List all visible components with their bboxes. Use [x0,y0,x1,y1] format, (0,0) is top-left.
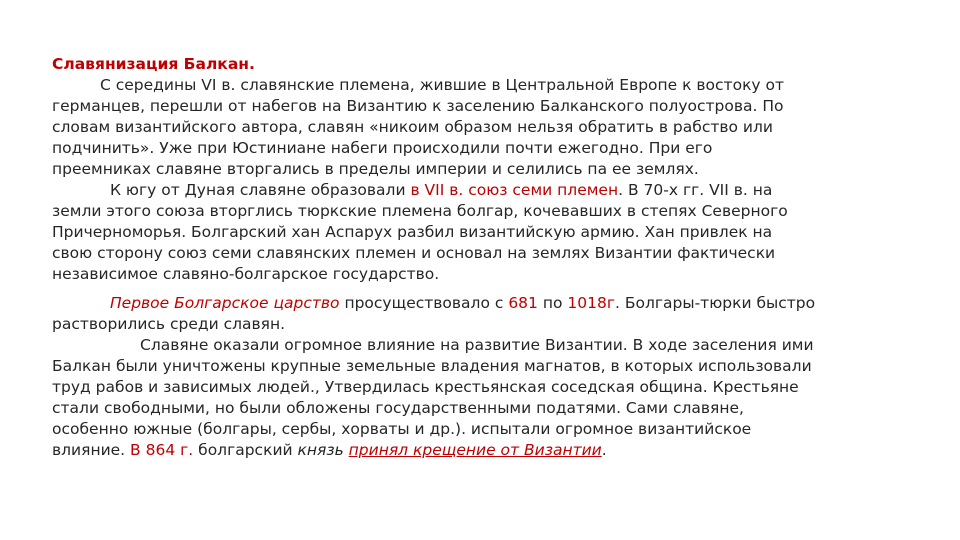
highlight-year-864: В 864 г. [130,441,194,459]
text-block [52,54,922,461]
paragraph-3 [52,293,922,335]
text-line: С середины VI в. славянские племена, жившие в Центральной Европе к востоку от [100,76,785,94]
text-line: особенно южные (болгары, сербы, хорваты и др.). испытали огромное византийское [52,420,752,438]
highlight-year-from: 681 [508,294,538,312]
text-line: стали свободными, но были обложены государственными податями. Сами славяне, [52,399,744,417]
paragraph-1 [52,75,922,180]
text-line: свою сторону союз семи славянских племен и основал на землях Византии фактически [52,244,776,262]
text-line: Балкан были уничтожены крупные земельные владения магнатов, в которых использовали [52,357,812,375]
text-line: преемниках славяне вторгались в пределы империи и селились па ее землях. [52,160,699,178]
paragraph-4 [52,335,922,461]
text-span: просуществовало с [339,294,509,312]
text-line: словам византийского автора, славян «никоим образом нельзя обратить в рабство или [52,118,773,136]
highlight-baptism: принял крещение от Византии [348,441,602,459]
text-line: труд рабов и зависимых людей., Утвердилась крестьянская соседская община. Крестьяне [52,378,799,396]
text-line: подчинить». Уже при Юстиниане набеги происходили почти ежегодно. При его [52,139,713,157]
text-span: . [601,441,607,459]
text-span: влияние. [52,441,131,459]
text-span: . Болгары-тюрки быстро [614,294,816,312]
text-line [52,293,922,314]
text-span: болгарский [193,441,298,459]
text-line: Славяне оказали огромное влияние на развитие Византии. В ходе заселения ими [140,336,814,354]
text-span: К югу от Дуная славяне образовали [110,181,411,199]
highlight-year-to: 1018г [567,294,615,312]
italic-prince: князь [297,441,344,459]
heading: Славянизация Балкан. [52,55,255,73]
text-line: Причерноморья. Болгарский хан Аспарух разбил византийскую армию. Хан привлек на [52,223,773,241]
text-line: земли этого союза вторглись тюркские племена болгар, кочевавших в степях Северного [52,202,788,220]
highlight-first-bulgarian-kingdom: Первое Болгарское царство [110,294,340,312]
text-span: по [537,294,568,312]
paragraph-gap [52,285,922,293]
text-line: германцев, перешли от набегов на Византию к заселению Балканского полуострова. По [52,97,784,115]
highlight-union-of-seven-tribes: в VII в. союз семи племен [410,181,619,199]
paragraph-2 [52,180,922,285]
text-line [52,180,922,201]
text-line [52,440,922,461]
text-line: растворились среди славян. [52,315,286,333]
text-span: . В 70-х гг. VII в. на [618,181,773,199]
text-line: независимое славяно-болгарское государство. [52,265,440,283]
